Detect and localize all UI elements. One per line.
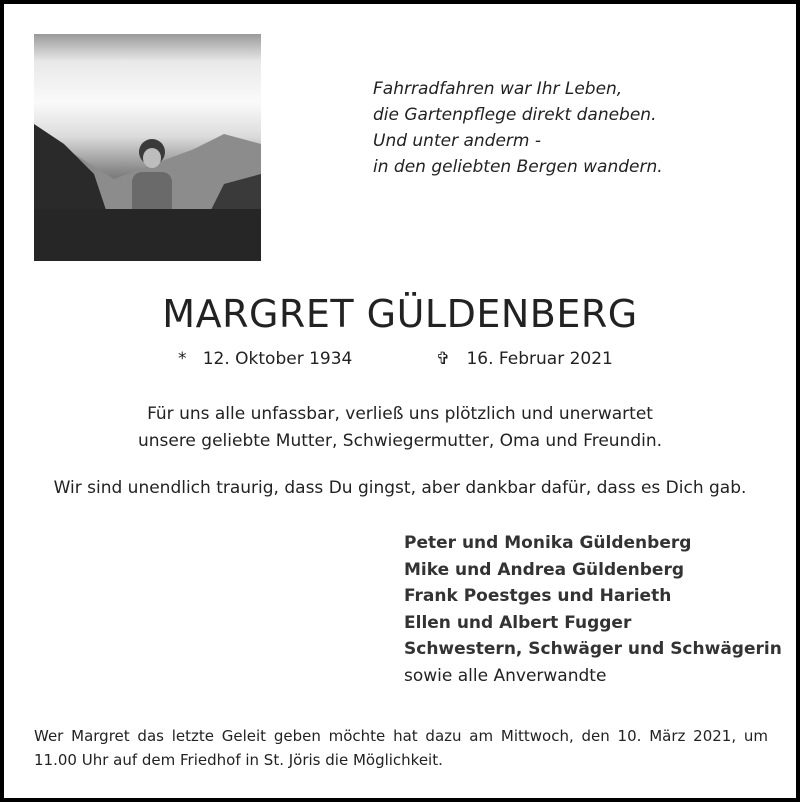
cross-icon: ✞ bbox=[436, 349, 451, 369]
mourners-closing: sowie alle Anverwandte bbox=[404, 665, 607, 686]
funeral-info: Wer Margret das letzte Geleit geben möchte hat dazu am Mittwoch, den 10. März 2021, um 11.00 Uhr auf dem Friedhof in St. Jöris die Möglichkeit. bbox=[34, 727, 768, 769]
birth-star-icon: * bbox=[178, 349, 187, 369]
mourner: Mike und Andrea Güldenberg bbox=[404, 559, 685, 580]
mourners-list bbox=[404, 530, 782, 689]
mourner: Peter und Monika Güldenberg bbox=[404, 533, 692, 553]
birth-date-text: 12. Oktober 1934 bbox=[202, 349, 353, 369]
death-date bbox=[436, 349, 613, 369]
portrait-photo bbox=[34, 34, 261, 261]
poem-line: die Gartenpflege direkt daneben. bbox=[373, 105, 657, 125]
death-date-text: 16. Februar 2021 bbox=[466, 349, 613, 369]
poem-line: Und unter anderm - bbox=[373, 131, 542, 151]
mourner: Frank Poestges und Harieth bbox=[404, 586, 672, 606]
mourner: Ellen und Albert Fugger bbox=[404, 612, 632, 633]
poem bbox=[373, 76, 663, 180]
mourner: Schwestern, Schwäger und Schwägerin bbox=[404, 639, 782, 659]
birth-date bbox=[178, 349, 352, 369]
announcement bbox=[4, 401, 796, 455]
poem-line: Fahrradfahren war Ihr Leben, bbox=[373, 79, 623, 99]
announcement-line: Für uns alle unfassbar, verließ uns plötzlich und unerwartet bbox=[147, 404, 653, 424]
announcement-line: unsere geliebte Mutter, Schwiegermutter, Oma und Freundin. bbox=[137, 431, 663, 451]
poem-line: in den geliebten Bergen wandern. bbox=[373, 157, 663, 177]
condolence-line: Wir sind unendlich traurig, dass Du gingst, aber dankbar dafür, dass es Dich gab. bbox=[53, 478, 747, 498]
deceased-name: MARGRET GÜLDENBERG bbox=[162, 292, 638, 336]
